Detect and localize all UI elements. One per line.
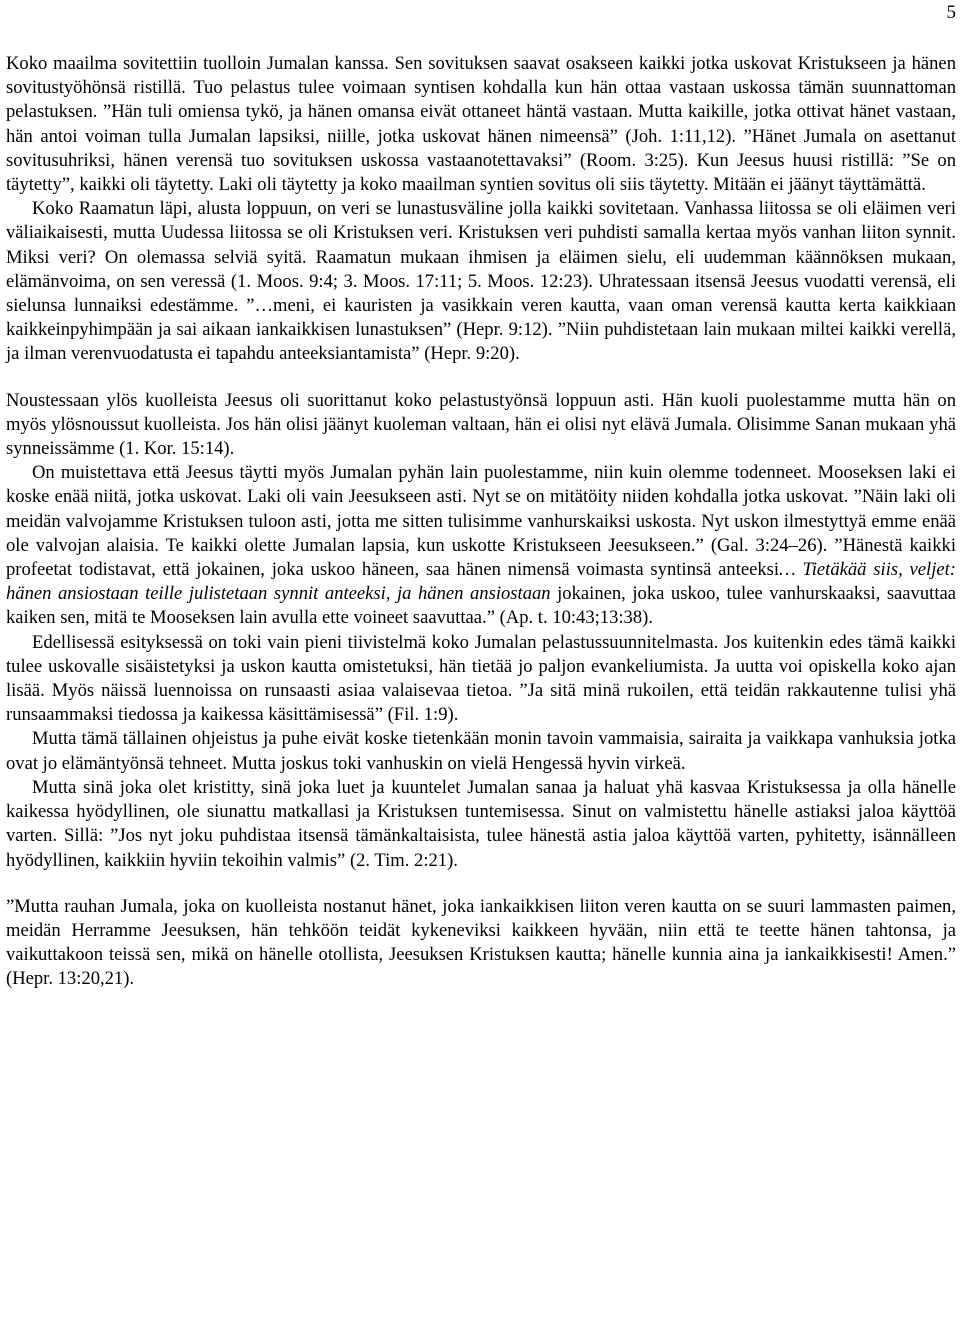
paragraph-blessing (6, 895, 956, 992)
paragraph-law (6, 461, 956, 630)
paragraph-text: ”Mutta rauhan Jumala, joka on kuolleista nostanut hänet, joka iankaikkisen liiton veren kautta on se suuri lammasten paimen, meidän Herramme Jeesuksen, hän tehköön teidät kykeneviksi kaikkeen hyvään, niin että te teette hänen tahtonsa, ja vaikuttakoon teissä sen, mikä on hänelle otollista, Jeesuksen Kristuksen kautta; hänelle kunnia aina ja iankaikkisesti! Amen.” (Hepr. 13:20,21). (6, 895, 956, 990)
paragraph-text: On muistettava että Jeesus täytti myös Jumalan pyhän lain puolestamme, niin kuin olemme todenneet. Mooseksen laki ei koske enää niitä, jotka uskovat. Laki oli vain Jeesukseen asti. Nyt se on mitätöity niiden kohdalla jotka uskovat. ”Näin laki oli meidän valvojamme Kristuksen tuloon asti, jotta me sitten tulisimme vanhurskaiksi uskosta. Nyt uskon ilmestyttyä emme enää ole valvojan alaisia. Te kaikki olette Jumalan lapsia, kun uskotte Kristukseen Jeesukseen.” (Gal. 3:24–26). ”Hänestä kaikki profeetat todistavat, että jokainen, joka uskoo häneen, saa hänen nimensä voimasta syntinsä anteeksi (6, 462, 956, 581)
paragraph-christian (6, 776, 956, 873)
paragraph-blood (6, 197, 956, 366)
paragraph-text: Koko maailma sovitettiin tuolloin Jumalan kanssa. Sen sovituksen saavat osakseen kaikki jotka uskovat Kristukseen ja hänen sovitustyöhönsä ristillä. Tuo pelastus tulee voimaan syntisen kohdalla kun hän ottaa vastaan uskossa tämän suunnattoman pelastuksen. ”Hän tuli omiensa tykö, ja hänen omansa eivät ottaneet häntä vastaan. Mutta kaikille, jotka ottivat hänet vastaan, hän antoi voiman tulla Jumalan lapsiksi, niille, jotka uskovat hänen nimeensä” (Joh. 1:11,12). ”Hänet Jumala on asettanut sovitusuhriksi, hänen verensä tuo sovituksen uskossa vastaanotettavaksi” (Room. 3:25). Kun Jeesus huusi ristillä: ”Se on täytetty”, kaikki oli täytetty. Laki oli täytetty ja koko maailman syntien sovitus oli siis täytetty. Mitään ei jäänyt täyttämättä. (6, 53, 956, 196)
paragraph-text: Noustessaan ylös kuolleista Jeesus oli suorittanut koko pelastustyönsä loppuun asti. Hän kuoli puolestamme mutta hän on myös ylösnoussut kuolleista. Jos hän olisi jäänyt kuoleman valtaan, hän ei olisi nyt elävä Jumala. Olisimme Sanan mukaan yhä synneissämme (1. Kor. 15:14). (6, 389, 956, 460)
paragraph-text: jokainen, joka uskoo, tulee vanhurskaaksi, saavuttaa kaiken sen, mitä te Mooseksen lain avulla ette voineet saavuttaa.” (Ap. t. 10:43;13:38). (6, 583, 956, 629)
paragraph-text: Edellisessä esityksessä on toki vain pieni tiivistelmä koko Jumalan pelastussuunnitelmasta. Jos kuitenkin edes tämä kaikki tulee uskovalle sisäistetyksi ja uskon kautta omistetuksi, hän tietää jo paljon evankeliumista. Ja uutta voi opiskella koko ajan lisää. Myös näissä luennoissa on runsaasti asiaa valaisevaa tietoa. ”Ja sitä minä rukoilen, että teidän rakkautenne tulisi yhä runsaammaksi tiedossa ja kaikessa käsittämisessä” (Fil. 1:9). (6, 631, 956, 726)
paragraph-spacer (6, 873, 956, 895)
paragraph-reconciliation (6, 52, 956, 197)
italic-quote: … Tietäkää siis, veljet: hänen ansiostaan teille julistetaan synnit anteeksi, ja hänen ansiostaan (6, 559, 957, 605)
paragraph-text: Mutta tämä tällainen ohjeistus ja puhe eivät koske tietenkään monin tavoin vammaisia, sairaita ja vaikkapa vanhuksia jotka ovat jo elämäntyönsä tehneet. Mutta joskus toki vanhuskin on vielä Hengessä hyvin virkeä. (6, 728, 956, 774)
paragraph-spacer (6, 367, 956, 389)
paragraph-elderly (6, 727, 956, 775)
paragraph-text: Koko Raamatun läpi, alusta loppuun, on veri se lunastusväline jolla kaikki sovitetaan. Vanhassa liitossa se oli eläimen veri väliaikaisesti, mutta Uudessa liitossa se oli Kristuksen veri. Kristuksen veri puhdisti samalla kertaa myös vanhan liiton synnit. Miksi veri? On olemassa selviä syitä. Raamatun mukaan ihmisen ja eläimen sielu, eli uudemman käännöksen mukaan, elämänvoima, on sen veressä (1. Moos. 9:4; 3. Moos. 17:11; 5. Moos. 12:23). Uhratessaan itsensä Jeesus vuodatti verensä, eli sielunsa lunnaiksi edestämme. ”…meni, ei kauristen ja vasikkain veren kautta, vaan oman verensä kautta kerta kaikkiaan kaikkeinpyhimpään ja sai aikaan iankaikkisen lunastuksen” (Hepr. 9:12). ”Niin puhdistetaan lain mukaan miltei kaikki verellä, ja ilman verenvuodatusta ei tapahdu anteeksiantamista” (Hepr. 9:20). (6, 198, 956, 365)
page-body (6, 52, 956, 992)
paragraph-text: Mutta sinä joka olet kristitty, sinä joka luet ja kuuntelet Jumalan sanaa ja haluat yhä kasvaa Kristuksessa ja olla hänelle kaikessa hyödyllinen, ole siunattu matkallasi ja Kristuksen tuntemisessa. Sinut on valmistettu hänelle astiaksi jaloa käyttöä varten. Sillä: ”Jos nyt joku puhdistaa itsensä tämänkaltaisista, tulee hänestä astia jaloa käyttöä varten, pyhitetty, isännälleen hyödyllinen, kaikkiin hyviin tekoihin valmis” (2. Tim. 2:21). (6, 776, 956, 871)
paragraph-resurrection (6, 389, 956, 462)
paragraph-summary (6, 631, 956, 728)
page-number: 5 (946, 2, 956, 23)
